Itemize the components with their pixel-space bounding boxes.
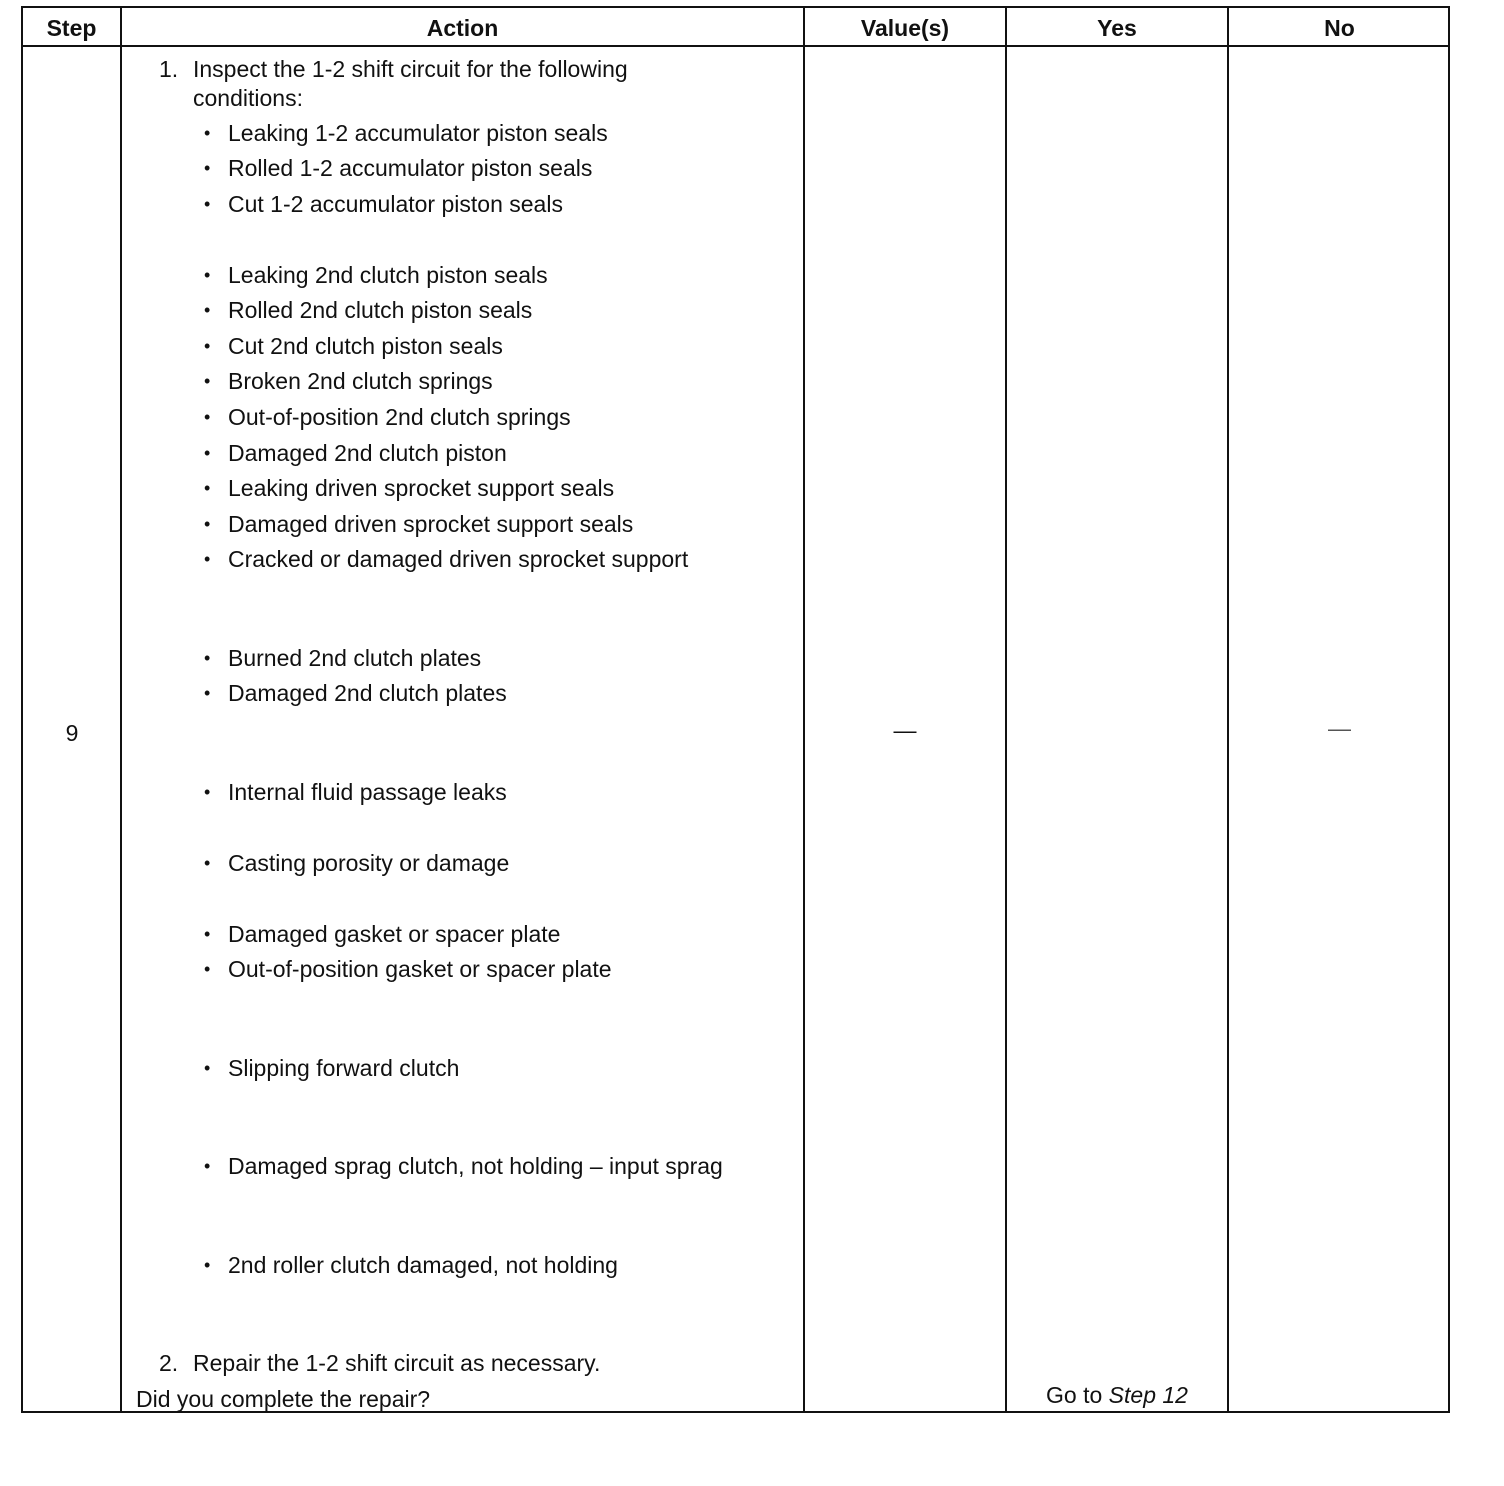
column-divider [1227, 8, 1229, 1411]
condition-item: Leaking driven sprocket support seals [228, 475, 615, 501]
bullet-icon: • [204, 1255, 211, 1275]
bullet-icon: • [204, 158, 211, 178]
item-2-text: Repair the 1-2 shift circuit as necessary. [193, 1350, 601, 1376]
item-1-text-line1: Inspect the 1-2 shift circuit for the following [193, 56, 628, 82]
condition-item: Damaged sprag clutch, not holding – input sprag [228, 1153, 723, 1179]
yes-goto-prefix: Go to [1046, 1382, 1103, 1408]
bullet-icon: • [204, 1156, 211, 1176]
item-number-2: 2. [159, 1350, 179, 1376]
bullet-icon: • [204, 443, 211, 463]
bullet-icon: • [204, 924, 211, 944]
yes-goto [1007, 1381, 1227, 1409]
condition-item: Leaking 1-2 accumulator piston seals [228, 120, 608, 146]
header-values: Value(s) [860, 15, 950, 41]
question-text: Did you complete the repair? [136, 1386, 431, 1412]
bullet-icon: • [204, 959, 211, 979]
condition-item: Burned 2nd clutch plates [228, 645, 482, 671]
header-divider [23, 45, 1448, 47]
column-divider [803, 8, 805, 1411]
bullet-icon: • [204, 514, 211, 534]
item-number-1: 1. [159, 56, 179, 82]
item-1-text-line2: conditions: [193, 85, 303, 111]
condition-item: 2nd roller clutch damaged, not holding [228, 1252, 618, 1278]
bullet-icon: • [204, 371, 211, 391]
condition-item: Leaking 2nd clutch piston seals [228, 262, 548, 288]
condition-item: Rolled 1-2 accumulator piston seals [228, 155, 593, 181]
condition-item: Slipping forward clutch [228, 1055, 460, 1081]
header-step: Step [46, 15, 97, 41]
condition-item: Damaged 2nd clutch plates [228, 680, 507, 706]
condition-item: Broken 2nd clutch springs [228, 368, 493, 394]
condition-item: Internal fluid passage leaks [228, 779, 507, 805]
column-divider [1005, 8, 1007, 1411]
condition-item: Damaged driven sprocket support seals [228, 511, 634, 537]
condition-item: Casting porosity or damage [228, 850, 510, 876]
header-yes: Yes [1097, 15, 1137, 41]
no-dash: — [1328, 715, 1351, 741]
condition-item: Damaged gasket or spacer plate [228, 921, 561, 947]
bullet-icon: • [204, 407, 211, 427]
condition-item: Cracked or damaged driven sprocket support [228, 546, 689, 572]
step-number: 9 [65, 720, 79, 746]
bullet-icon: • [204, 853, 211, 873]
bullet-icon: • [204, 123, 211, 143]
condition-item: Out-of-position gasket or spacer plate [228, 956, 612, 982]
condition-item: Cut 2nd clutch piston seals [228, 333, 503, 359]
condition-item: Damaged 2nd clutch piston [228, 440, 507, 466]
condition-item: Out-of-position 2nd clutch springs [228, 404, 571, 430]
bullet-icon: • [204, 265, 211, 285]
header-action: Action [426, 15, 499, 41]
value-dash: — [893, 717, 917, 743]
bullet-icon: • [204, 1058, 211, 1078]
bullet-icon: • [204, 648, 211, 668]
bullet-icon: • [204, 683, 211, 703]
yes-goto-step-link[interactable]: Step 12 [1108, 1382, 1188, 1408]
bullet-icon: • [204, 478, 211, 498]
bullet-icon: • [204, 549, 211, 569]
bullet-icon: • [204, 336, 211, 356]
diagnostic-table [21, 6, 1450, 1413]
column-divider [120, 8, 122, 1411]
header-no: No [1324, 15, 1355, 41]
bullet-icon: • [204, 194, 211, 214]
condition-item: Cut 1-2 accumulator piston seals [228, 191, 563, 217]
bullet-icon: • [204, 300, 211, 320]
bullet-icon: • [204, 782, 211, 802]
condition-item: Rolled 2nd clutch piston seals [228, 297, 533, 323]
